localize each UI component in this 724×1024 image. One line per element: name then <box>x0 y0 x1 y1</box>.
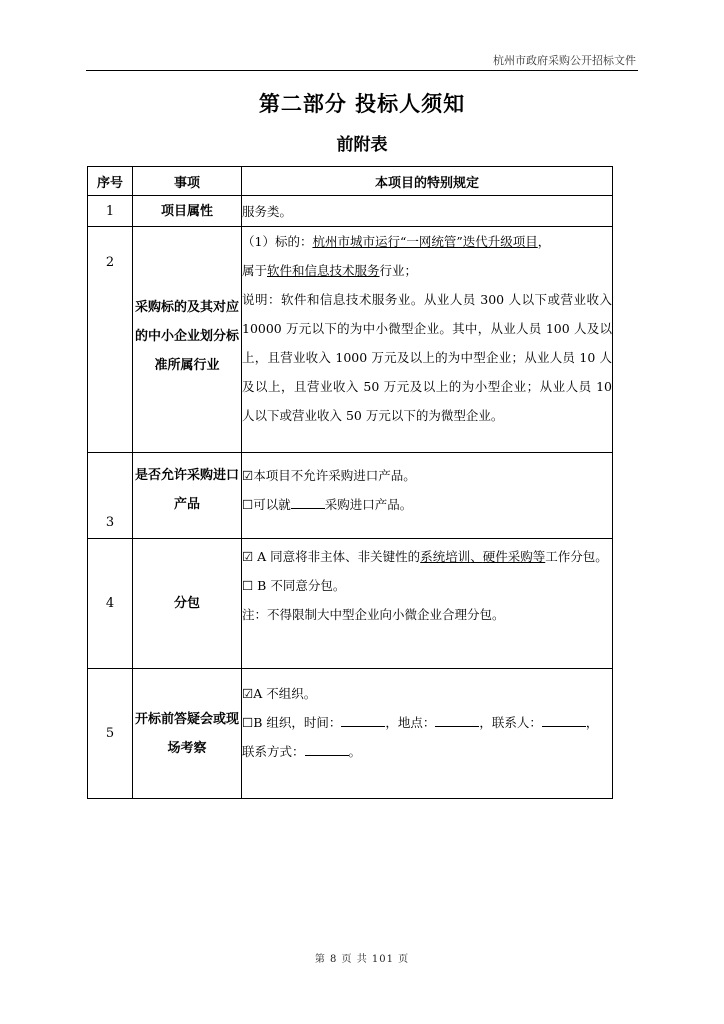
row-content <box>242 453 613 539</box>
blank-line <box>542 712 586 727</box>
blank-line <box>341 712 385 727</box>
table-header-row <box>88 167 613 196</box>
row-item: 项目属性 <box>133 196 242 227</box>
blank-line <box>291 494 325 509</box>
row-content <box>242 539 613 669</box>
row-number: 4 <box>88 539 133 669</box>
page-number: 第 8 页 共 101 页 <box>314 954 410 965</box>
row-number <box>88 227 133 453</box>
subcontract-note: 注：不得限制大中型企业向小微企业合理分包。 <box>242 607 505 622</box>
row-item: 开标前答疑会或现场考察 <box>133 669 242 799</box>
table-row <box>88 539 613 669</box>
industry-line: 属于软件和信息技术服务行业； <box>242 263 418 278</box>
meeting-option-a: ☑A 不组织。 <box>242 686 317 701</box>
row-content <box>242 669 613 799</box>
table-row <box>88 669 613 799</box>
row-number-text: 2 <box>105 255 115 270</box>
header-item: 事项 <box>133 167 242 196</box>
industry-name: 软件和信息技术服务 <box>267 263 380 278</box>
import-option-yes: ☐可以就 采购进口产品。 <box>242 490 612 519</box>
header-rule <box>86 70 638 71</box>
blank-line <box>435 712 479 727</box>
meeting-contact: 联系方式： 。 <box>242 737 612 766</box>
row-item: 采购标的及其对应的中小企业划分标准所属行业 <box>133 227 242 453</box>
header-no: 序号 <box>88 167 133 196</box>
table-row <box>88 196 613 227</box>
blank-line <box>305 741 349 756</box>
table-title: 前附表 <box>336 135 388 155</box>
row-content: 服务类。 <box>242 196 613 227</box>
row-number: 1 <box>88 196 133 227</box>
subject-name: 杭州市城市运行“一网统管”迭代升级项目 <box>312 234 538 249</box>
document-header: 杭州市政府采购公开招标文件 <box>493 54 636 67</box>
subcontract-option-b: ☐ B 不同意分包。 <box>242 578 346 593</box>
import-option-no: ☑本项目不允许采购进口产品。 <box>242 468 416 483</box>
row-item: 分包 <box>133 539 242 669</box>
row-content <box>242 227 613 453</box>
industry-note: 说明：软件和信息技术服务业。从业人员 300 人以下或营业收入 10000 万元以下的为中小微型企业。其中，从业人员 100 人及以上，且营业收入 1000 万元及以上的为中型企业；从业人员 10 人及以上，且营业收入 50 万元及以上的为小型企业；从业人员 10 人以下或营业收入 50 万元以下的为微型企业。 <box>242 292 612 423</box>
row-number-text: 3 <box>105 515 115 530</box>
row-item: 是否允许采购进口产品 <box>133 453 242 539</box>
row-number <box>88 453 133 539</box>
row-number: 5 <box>88 669 133 799</box>
meeting-option-b: ☐B 组织，时间： ，地点： ，联系人： ， <box>242 708 612 737</box>
requirements-table <box>87 166 613 799</box>
subcontract-option-a: ☑ A 同意将非主体、非关键性的系统培训、硬件采购等工作分包。 <box>242 549 608 564</box>
page-title: 第二部分 投标人须知 <box>258 92 466 116</box>
table-row <box>88 227 613 453</box>
header-content: 本项目的特别规定 <box>242 167 613 196</box>
subject-line: （1）标的：杭州市城市运行“一网统管”迭代升级项目， <box>242 234 551 249</box>
table-row <box>88 453 613 539</box>
